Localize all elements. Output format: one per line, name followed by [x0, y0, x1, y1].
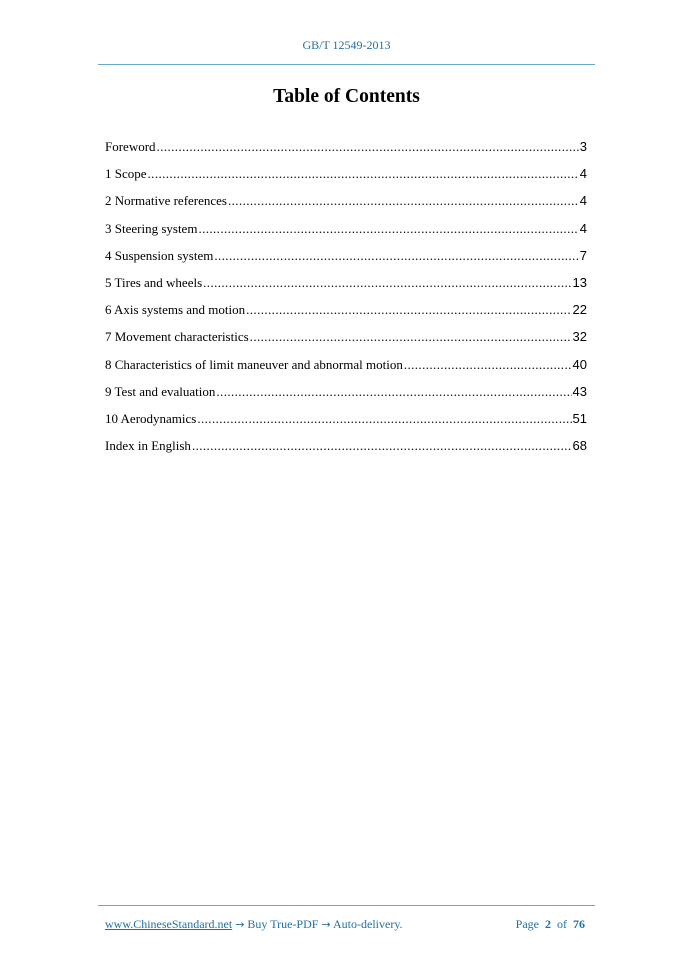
dot-leader — [228, 191, 579, 211]
page-title: Table of Contents — [273, 86, 420, 107]
toc-entry-steering-system[interactable] — [105, 219, 587, 246]
toc-entry-aerodynamics[interactable] — [105, 409, 587, 436]
delivery-text: Auto-delivery. — [333, 917, 403, 931]
toc-entry-page: 22 — [572, 302, 587, 318]
toc-entry-label: 3 Steering system — [105, 220, 198, 236]
toc-entry-label: 5 Tires and wheels — [105, 274, 203, 290]
dot-leader — [157, 137, 579, 157]
dot-leader — [404, 355, 572, 375]
toc-entry-test-and-evaluation[interactable] — [105, 382, 587, 409]
toc-entry-foreword[interactable] — [105, 137, 587, 164]
toc-entry-index-in-english[interactable] — [105, 436, 587, 463]
dot-leader — [148, 164, 579, 184]
toc-entry-tires-and-wheels[interactable] — [105, 273, 587, 300]
dot-leader — [250, 327, 572, 347]
current-page: 2 — [545, 917, 551, 931]
toc-entry-movement-characteristics[interactable] — [105, 327, 587, 354]
dot-leader — [197, 409, 571, 429]
footer-divider — [98, 905, 595, 906]
total-pages: 76 — [573, 917, 585, 931]
toc-entry-page: 68 — [572, 438, 587, 454]
footer-promo — [105, 917, 403, 932]
arrow-right-icon: → — [235, 918, 245, 931]
header-divider — [98, 64, 595, 65]
toc-entry-label: Foreword — [105, 139, 156, 154]
toc-entry-page: 7 — [579, 247, 587, 263]
dot-leader — [198, 219, 578, 239]
toc-list — [105, 137, 587, 463]
dot-leader — [203, 273, 571, 293]
toc-entry-suspension-system[interactable] — [105, 246, 587, 273]
toc-entry-label: 2 Normative references — [105, 193, 227, 209]
toc-entry-label: 8 Characteristics of limit maneuver and abnormal motion — [105, 356, 403, 372]
toc-entry-page: 40 — [572, 356, 587, 372]
toc-entry-label: 9 Test and evaluation — [105, 383, 216, 399]
dot-leader — [214, 246, 578, 266]
toc-entry-label: 10 Aerodynamics — [105, 410, 197, 426]
toc-entry-scope[interactable] — [105, 164, 587, 191]
toc-entry-axis-systems[interactable] — [105, 300, 587, 327]
toc-entry-page: 13 — [572, 274, 587, 290]
toc-entry-label: 4 Suspension system — [105, 247, 214, 263]
site-link[interactable]: www.ChineseStandard.net — [105, 917, 233, 931]
toc-entry-page: 4 — [579, 220, 587, 236]
toc-entry-label: 6 Axis systems and motion — [105, 302, 246, 318]
running-header: GB/T 12549-2013 — [302, 38, 391, 52]
toc-entry-label: Index in English — [105, 438, 191, 454]
toc-entry-limit-maneuver[interactable] — [105, 355, 587, 382]
buy-pdf-text: Buy True-PDF — [247, 917, 319, 931]
toc-entry-label: 1 Scope — [105, 166, 147, 182]
toc-entry-page: 51 — [572, 410, 587, 426]
page-number — [516, 917, 585, 932]
toc-entry-normative-references[interactable] — [105, 191, 587, 218]
page-label: Page — [515, 917, 539, 931]
toc-entry-page: 3 — [579, 139, 587, 154]
toc-entry-page: 43 — [572, 383, 587, 399]
toc-entry-page: 4 — [579, 166, 587, 182]
toc-entry-page: 32 — [572, 329, 587, 345]
arrow-right-icon: → — [321, 918, 331, 931]
dot-leader — [246, 300, 571, 320]
dot-leader — [192, 436, 572, 456]
dot-leader — [216, 382, 571, 402]
of-label: of — [557, 917, 567, 931]
toc-entry-label: 7 Movement characteristics — [105, 329, 249, 345]
toc-entry-page: 4 — [579, 193, 587, 209]
